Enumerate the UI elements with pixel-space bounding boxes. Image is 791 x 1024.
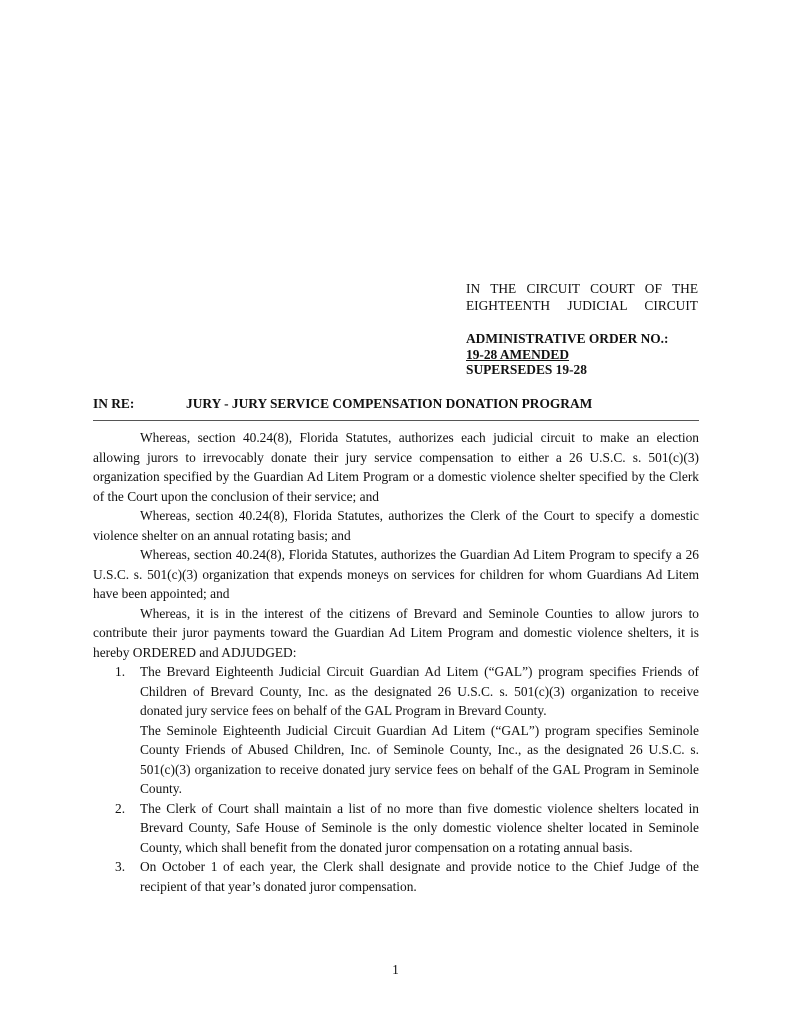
- order-block: [466, 331, 706, 378]
- caption-divider: [93, 420, 699, 421]
- ordered-item-text: The Clerk of Court shall maintain a list of no more than five domestic violence shelters located in Brevard County, Safe House of Seminole is the only domestic violence shelter located in Seminole County, which shall benefit from the donated juror compensation on a rotating annual basis.: [140, 800, 699, 855]
- whereas-clause-2: Whereas, section 40.24(8), Florida Statutes, authorizes the Clerk of the Court to specify a domestic violence shelter on an annual rotating basis; and: [93, 508, 699, 543]
- ordered-item-text: On October 1 of each year, the Clerk shall designate and provide notice to the Chief Judge of the recipient of that year’s donated juror compensation.: [140, 859, 699, 894]
- court-heading: [466, 280, 698, 314]
- order-number: 19-28 AMENDED: [466, 346, 570, 362]
- in-re-label: IN RE:: [93, 396, 135, 411]
- ordered-item-3: [93, 857, 699, 896]
- ordered-list: [93, 662, 699, 896]
- court-heading-line-1: IN THE CIRCUIT COURT OF THE: [466, 281, 698, 296]
- court-heading-line-2: EIGHTEENTH JUDICIAL CIRCUIT: [466, 298, 698, 313]
- ordered-item-2: [93, 799, 699, 858]
- ordered-item-1: [93, 662, 699, 799]
- ordered-item-number: 3.: [115, 859, 126, 874]
- ordered-item-text: The Brevard Eighteenth Judicial Circuit Guardian Ad Litem (“GAL”) program specifies Friends of Children of Brevard County, Inc. as the designated 26 U.S.C. s. 501(c)(3) organization to receive donated jury service fees on behalf of the GAL Program in Brevard County.: [140, 664, 699, 718]
- order-subject: JURY - JURY SERVICE COMPENSATION DONATION PROGRAM: [186, 396, 593, 411]
- order-body: [93, 428, 699, 896]
- whereas-clause-4: Whereas, it is in the interest of the citizens of Brevard and Seminole Counties to allow jurors to contribute their juror payments toward the Guardian Ad Litem Program and domestic violence shelters, it is hereby ORDERED and ADJUDGED:: [93, 605, 699, 660]
- order-supersedes: SUPERSEDES 19-28: [466, 362, 587, 377]
- ordered-item-number: 2.: [115, 800, 126, 816]
- whereas-clause-3: Whereas, section 40.24(8), Florida Statutes, authorizes the Guardian Ad Litem Program to specify a 26 U.S.C. s. 501(c)(3) organization that expends moneys on services for children for whom Guardians Ad Litem have been appointed; and: [93, 547, 699, 601]
- page-number: 1: [392, 962, 399, 977]
- ordered-item-text-continued: The Seminole Eighteenth Judicial Circuit Guardian Ad Litem (“GAL”) program specifies Seminole County Friends of Abused Children, Inc. of Seminole County, Inc., as the designated 26 U.S.C. s. 501(c)(3) organization to receive donated jury service fees on behalf of the GAL Program in Seminole County.: [140, 722, 699, 796]
- order-label: ADMINISTRATIVE ORDER NO.:: [466, 331, 669, 346]
- ordered-item-number: 1.: [115, 664, 126, 679]
- whereas-clause-1: Whereas, section 40.24(8), Florida Statutes, authorizes each judicial circuit to make an election allowing jurors to irrevocably donate their jury service compensation to either a 26 U.S.C. s. 501(c)(3) organization specified by the Guardian Ad Litem Program or a domestic violence shelter specified by the Clerk of the Court upon the conclusion of their service; and: [93, 430, 699, 504]
